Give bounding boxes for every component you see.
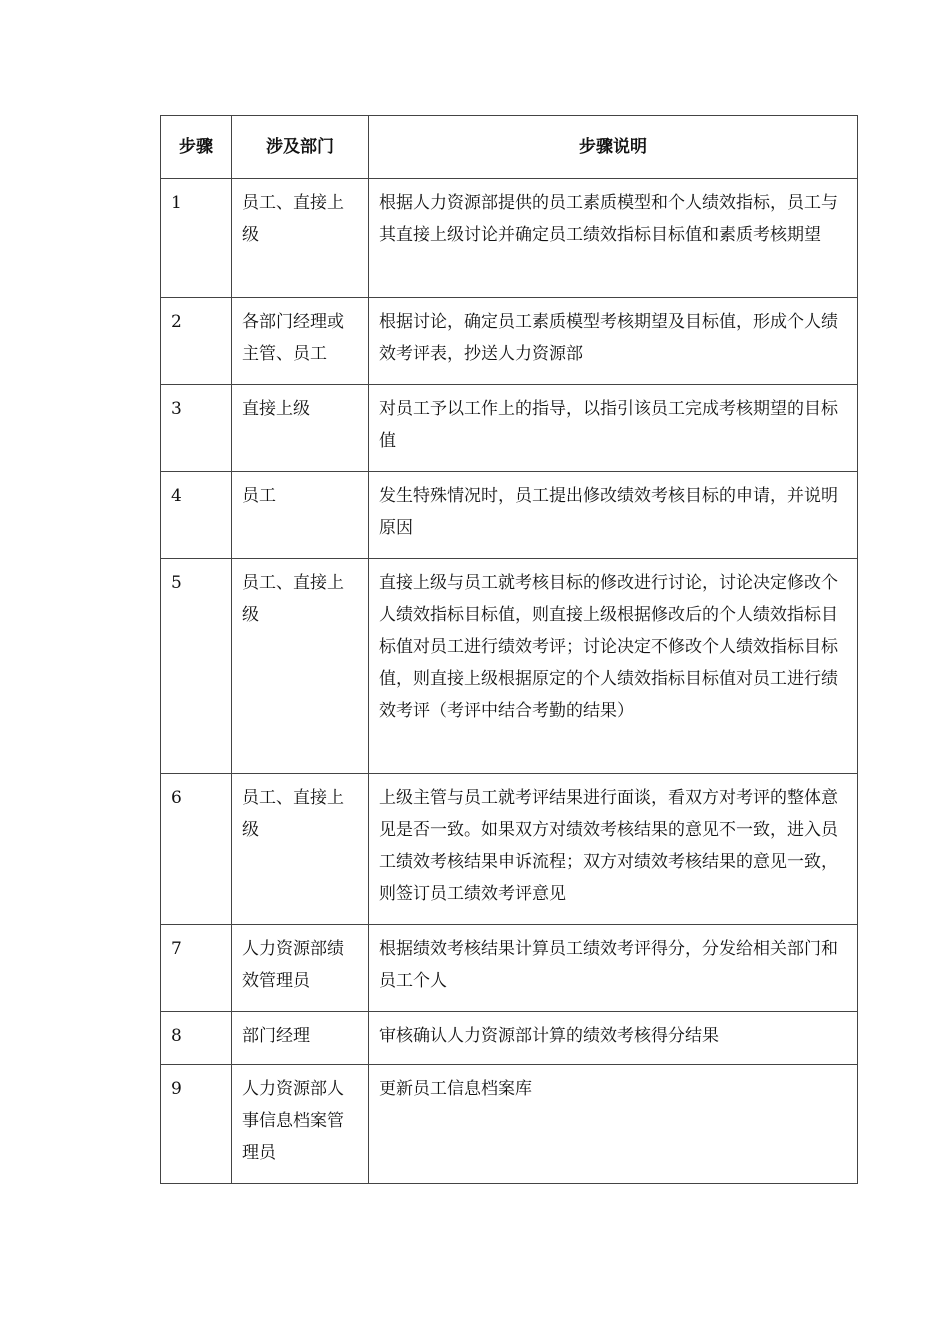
table-row — [161, 774, 858, 925]
step-description: 根据绩效考核结果计算员工绩效考评得分，分发给相关部门和员工个人 — [369, 925, 858, 1012]
table-row — [161, 179, 858, 298]
step-description: 上级主管与员工就考评结果进行面谈，看双方对考评的整体意见是否一致。如果双方对绩效考核结果的意见不一致，进入员工绩效考核结果申诉流程；双方对绩效考核结果的意见一致，则签订员工绩效考评意见 — [369, 774, 858, 925]
table-row — [161, 385, 858, 472]
table-header-row — [161, 116, 858, 179]
table-row — [161, 472, 858, 559]
step-description: 对员工予以工作上的指导，以指引该员工完成考核期望的目标值 — [369, 385, 858, 472]
step-number: 7 — [161, 925, 232, 1012]
table-row — [161, 925, 858, 1012]
step-number: 4 — [161, 472, 232, 559]
step-department: 员工 — [232, 472, 369, 559]
table-row — [161, 298, 858, 385]
step-department: 员工、直接上级 — [232, 559, 369, 774]
step-department: 人力资源部人事信息档案管理员 — [232, 1065, 369, 1184]
step-description: 根据讨论，确定员工素质模型考核期望及目标值，形成个人绩效考评表，抄送人力资源部 — [369, 298, 858, 385]
step-description: 发生特殊情况时，员工提出修改绩效考核目标的申请，并说明原因 — [369, 472, 858, 559]
header-description: 步骤说明 — [369, 116, 858, 179]
step-description: 更新员工信息档案库 — [369, 1065, 858, 1184]
step-department: 员工、直接上级 — [232, 179, 369, 298]
header-step: 步骤 — [161, 116, 232, 179]
step-number: 5 — [161, 559, 232, 774]
step-department: 部门经理 — [232, 1012, 369, 1065]
header-department: 涉及部门 — [232, 116, 369, 179]
step-number: 2 — [161, 298, 232, 385]
step-department: 直接上级 — [232, 385, 369, 472]
step-department: 各部门经理或主管、员工 — [232, 298, 369, 385]
step-number: 6 — [161, 774, 232, 925]
step-description: 根据人力资源部提供的员工素质模型和个人绩效指标，员工与其直接上级讨论并确定员工绩效指标目标值和素质考核期望 — [369, 179, 858, 298]
table-row — [161, 1065, 858, 1184]
table-row — [161, 559, 858, 774]
step-description: 直接上级与员工就考核目标的修改进行讨论，讨论决定修改个人绩效指标目标值，则直接上级根据修改后的个人绩效指标目标值对员工进行绩效考评；讨论决定不修改个人绩效指标目标值，则直接上级根据原定的个人绩效指标目标值对员工进行绩效考评（考评中结合考勤的结果） — [369, 559, 858, 774]
table-row — [161, 1012, 858, 1065]
step-description: 审核确认人力资源部计算的绩效考核得分结果 — [369, 1012, 858, 1065]
step-department: 员工、直接上级 — [232, 774, 369, 925]
step-department: 人力资源部绩效管理员 — [232, 925, 369, 1012]
step-number: 8 — [161, 1012, 232, 1065]
step-number: 9 — [161, 1065, 232, 1184]
step-number: 3 — [161, 385, 232, 472]
step-number: 1 — [161, 179, 232, 298]
process-steps-table — [160, 115, 858, 1184]
